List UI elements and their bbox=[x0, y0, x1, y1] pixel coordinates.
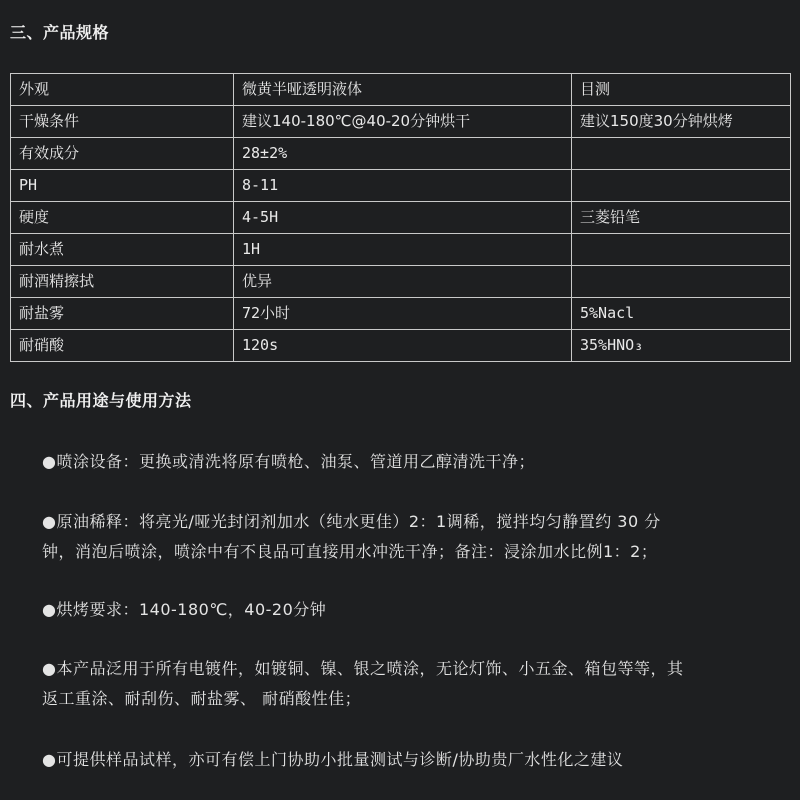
spec-method-cell bbox=[572, 138, 791, 170]
usage-item-dilution bbox=[42, 507, 782, 567]
spec-method-cell: 35%HNO₃ bbox=[572, 330, 791, 362]
spec-method-cell: 三菱铅笔 bbox=[572, 202, 791, 234]
spec-name-cell: 耐硝酸 bbox=[11, 330, 234, 362]
table-row bbox=[11, 330, 791, 362]
table-row bbox=[11, 138, 791, 170]
spec-name-cell: 耐水煮 bbox=[11, 234, 234, 266]
paragraph-line: ●原油稀释：将亮光/哑光封闭剂加水（纯水更佳）2：1调稀，搅拌均匀静置约 30 分 bbox=[42, 512, 661, 531]
section-3-title: 三、产品规格 bbox=[10, 23, 110, 42]
spec-method-cell: 5%Nacl bbox=[572, 298, 791, 330]
spec-method-cell bbox=[572, 170, 791, 202]
section-4-title: 四、产品用途与使用方法 bbox=[10, 391, 192, 410]
paragraph-line: ●喷涂设备：更换或清洗将原有喷枪、油泵、管道用乙醇清洗干净； bbox=[42, 452, 535, 471]
table-row bbox=[11, 266, 791, 298]
paragraph-line: ●烘烤要求：140-180℃，40-20分钟 bbox=[42, 600, 327, 619]
spec-method-cell bbox=[572, 234, 791, 266]
table-row bbox=[11, 170, 791, 202]
spec-value-cell: 120s bbox=[234, 330, 572, 362]
spec-value-cell: 建议140-180℃@40-20分钟烘干 bbox=[234, 106, 572, 138]
paragraph-line: ●本产品泛用于所有电镀件，如镀铜、镍、银之喷涂，无论灯饰、小五金、箱包等等，其 bbox=[42, 659, 684, 678]
spec-name-cell: 耐酒精擦拭 bbox=[11, 266, 234, 298]
table-row bbox=[11, 234, 791, 266]
paragraph-line: ●可提供样品试样，亦可有偿上门协助小批量测试与诊断/协助贵厂水性化之建议 bbox=[42, 750, 624, 769]
spec-value-cell: 1H bbox=[234, 234, 572, 266]
spec-value-cell: 72小时 bbox=[234, 298, 572, 330]
spec-method-cell bbox=[572, 266, 791, 298]
paragraph-line: 钟，消泡后喷涂，喷涂中有不良品可直接用水冲洗干净；备注：浸涂加水比例1：2； bbox=[42, 542, 658, 561]
usage-item-applications bbox=[42, 654, 782, 714]
spec-table bbox=[10, 73, 791, 362]
usage-item-baking bbox=[42, 595, 782, 625]
table-row bbox=[11, 74, 791, 106]
table-row bbox=[11, 106, 791, 138]
spec-value-cell: 微黄半哑透明液体 bbox=[234, 74, 572, 106]
usage-item-samples bbox=[42, 745, 782, 775]
spec-name-cell: 外观 bbox=[11, 74, 234, 106]
spec-name-cell: 干燥条件 bbox=[11, 106, 234, 138]
paragraph-line: 返工重涂、耐刮伤、耐盐雾、 耐硝酸性佳； bbox=[42, 689, 362, 708]
spec-method-cell: 目测 bbox=[572, 74, 791, 106]
spec-method-cell: 建议150度30分钟烘烤 bbox=[572, 106, 791, 138]
spec-value-cell: 优异 bbox=[234, 266, 572, 298]
spec-value-cell: 28±2% bbox=[234, 138, 572, 170]
spec-name-cell: PH bbox=[11, 170, 234, 202]
table-row bbox=[11, 298, 791, 330]
spec-value-cell: 8-11 bbox=[234, 170, 572, 202]
usage-item-spray-equipment bbox=[42, 447, 782, 477]
table-row bbox=[11, 202, 791, 234]
spec-value-cell: 4-5H bbox=[234, 202, 572, 234]
spec-name-cell: 有效成分 bbox=[11, 138, 234, 170]
spec-name-cell: 耐盐雾 bbox=[11, 298, 234, 330]
spec-name-cell: 硬度 bbox=[11, 202, 234, 234]
